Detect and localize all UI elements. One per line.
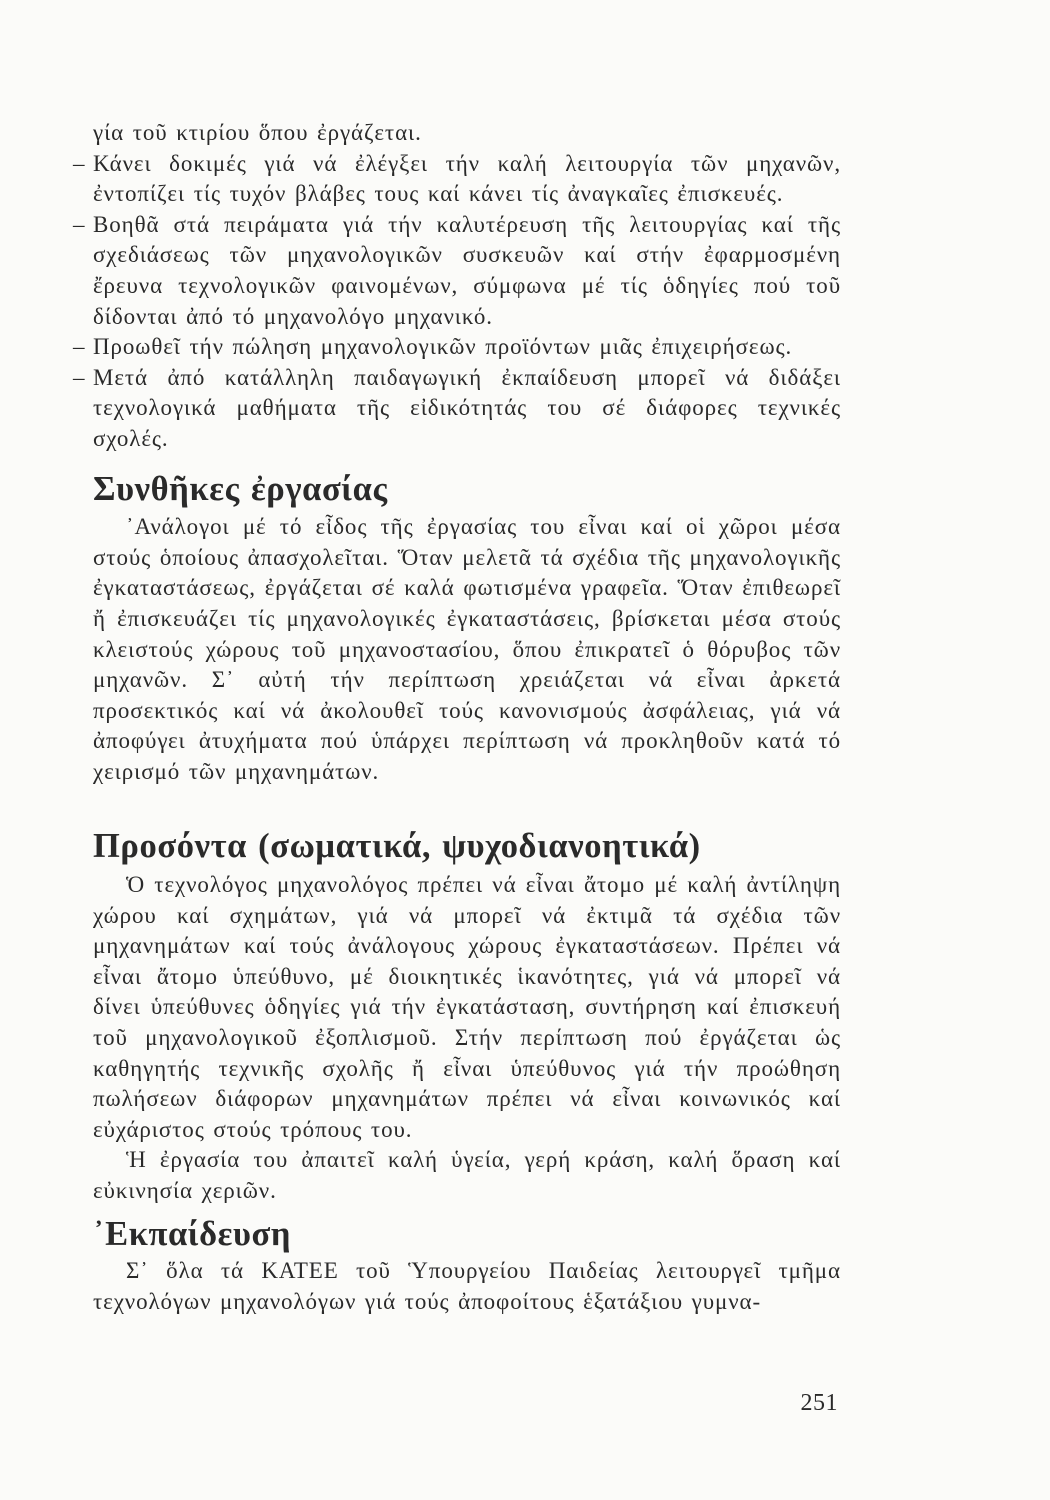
- section-heading-qualifications: Προσόντα (σωματικά, ψυχοδιανοητικά): [93, 827, 701, 866]
- dash-bullet: –: [73, 211, 86, 237]
- section-heading-conditions: Συνθῆκες ἐργασίας: [93, 469, 388, 508]
- qualifications-paragraph: Ὁ τεχνολόγος μηχανολόγος πρέπει νά εἶναι ἄτομο μέ καλή ἀντίληψη χώρου καί σχημάτων, γιά νά μπορεῖ νά ἐκτιμᾶ τά σχέδια τῶν μηχανημάτων καί τούς ἀνάλογους χώρους ἐγκαταστάσεων. Πρέπει νά εἶναι ἄτομο ὑπεύθυνο, μέ διοικητικές ἱκανότητες, γιά νά μπορεῖ νά δίνει ὑπεύθυνες ὁδηγίες γιά τήν ἐγκατάσταση, συντήρηση καί ἐπισκευή τοῦ μηχανολογικοῦ ἐξοπλισμοῦ. Στήν περίπτωση πού ἐργάζεται ὡς καθηγητής τεχνικῆς σχολῆς ἤ εἶναι ὑπεύθυνος γιά τήν προώθηση πωλήσεων διάφορων μηχανημάτων πρέπει νά εἶναι κοινωνικός καί εὐχάριστος στούς τρόπους του.: [93, 872, 841, 1142]
- list-item: – Βοηθᾶ στά πειράματα γιά τήν καλυτέρευση τῆς λειτουργίας καί τῆς σχεδιάσεως τῶν μηχανολογικῶν συσκευῶν καί στήν ἐφαρμοσμένη ἔρευνα τεχνολογικῶν φαινομένων, σύμφωνα μέ τίς ὁδηγίες πού τοῦ δίδονται ἀπό τό μηχανολόγο μηχανικό.: [73, 211, 841, 329]
- dash-bullet: –: [73, 150, 86, 176]
- education-paragraph: Σ᾿ ὅλα τά ΚΑΤΕΕ τοῦ Ὑπουργείου Παιδείας λειτουργεῖ τμῆμα τεχνολόγων μηχανολόγων γιά τούς ἀποφοίτους ἑξατάξιου γυμνα-: [93, 1258, 841, 1314]
- duties-list: [73, 149, 841, 455]
- page-number: 251: [800, 1390, 838, 1416]
- list-item: – Κάνει δοκιμές γιά νά ἐλέγξει τήν καλή λειτουργία τῶν μηχανῶν, ἐντοπίζει τίς τυχόν βλάβες τους καί κάνει τίς ἀναγκαῖες ἐπισκευές.: [73, 150, 841, 207]
- conditions-paragraph: ᾿Ανάλογοι μέ τό εἶδος τῆς ἐργασίας του εἶναι καί οἱ χῶροι μέσα στούς ὁποίους ἀπασχολεῖται. Ὅταν μελετᾶ τά σχέδια τῆς μηχανολογικῆς ἐγκαταστάσεως, ἐργάζεται σέ καλά φωτισμένα γραφεῖα. Ὅταν ἐπιθεωρεῖ ἤ ἐπισκευάζει τίς μηχανολογικές ἐγκαταστάσεις, βρίσκεται μέσα στούς κλειστούς χώρους τοῦ μηχανοστασίου, ὅπου ἐπικρατεῖ ὁ θόρυβος τῶν μηχανῶν. Σ᾿ αὐτή τήν περίπτωση χρειάζεται νά εἶναι ἀρκετά προσεκτικός καί νά ἀκολουθεῖ τούς κανονισμούς ἀσφάλειας, γιά νά ἀποφύγει ἀτυχήματα πού ὑπάρχει περίπτωση νά προκληθοῦν κατά τό χειρισμό τῶν μηχανημάτων.: [93, 514, 841, 784]
- dash-bullet: –: [73, 334, 86, 360]
- dash-bullet: –: [73, 364, 86, 390]
- list-item: – Μετά ἀπό κατάλληλη παιδαγωγική ἐκπαίδευση μπορεῖ νά διδάξει τεχνολογικά μαθήματα τῆς εἰδικότητάς του σέ διάφορες τεχνικές σχολές.: [73, 364, 841, 451]
- qualifications-paragraph: Ἡ ἐργασία του ἀπαιτεῖ καλή ὑγεία, γερή κράση, καλή ὅραση καί εὐκινησία χεριῶν.: [93, 1147, 841, 1203]
- continuation-line: γία τοῦ κτιρίου ὅπου ἐργάζεται.: [93, 120, 422, 145]
- section-heading-education: ᾿Εκπαίδευση: [93, 1214, 292, 1253]
- page-body: [73, 118, 841, 1317]
- list-item: – Προωθεῖ τήν πώληση μηχανολογικῶν προϊόντων μιᾶς ἐπιχειρήσεως.: [93, 332, 841, 363]
